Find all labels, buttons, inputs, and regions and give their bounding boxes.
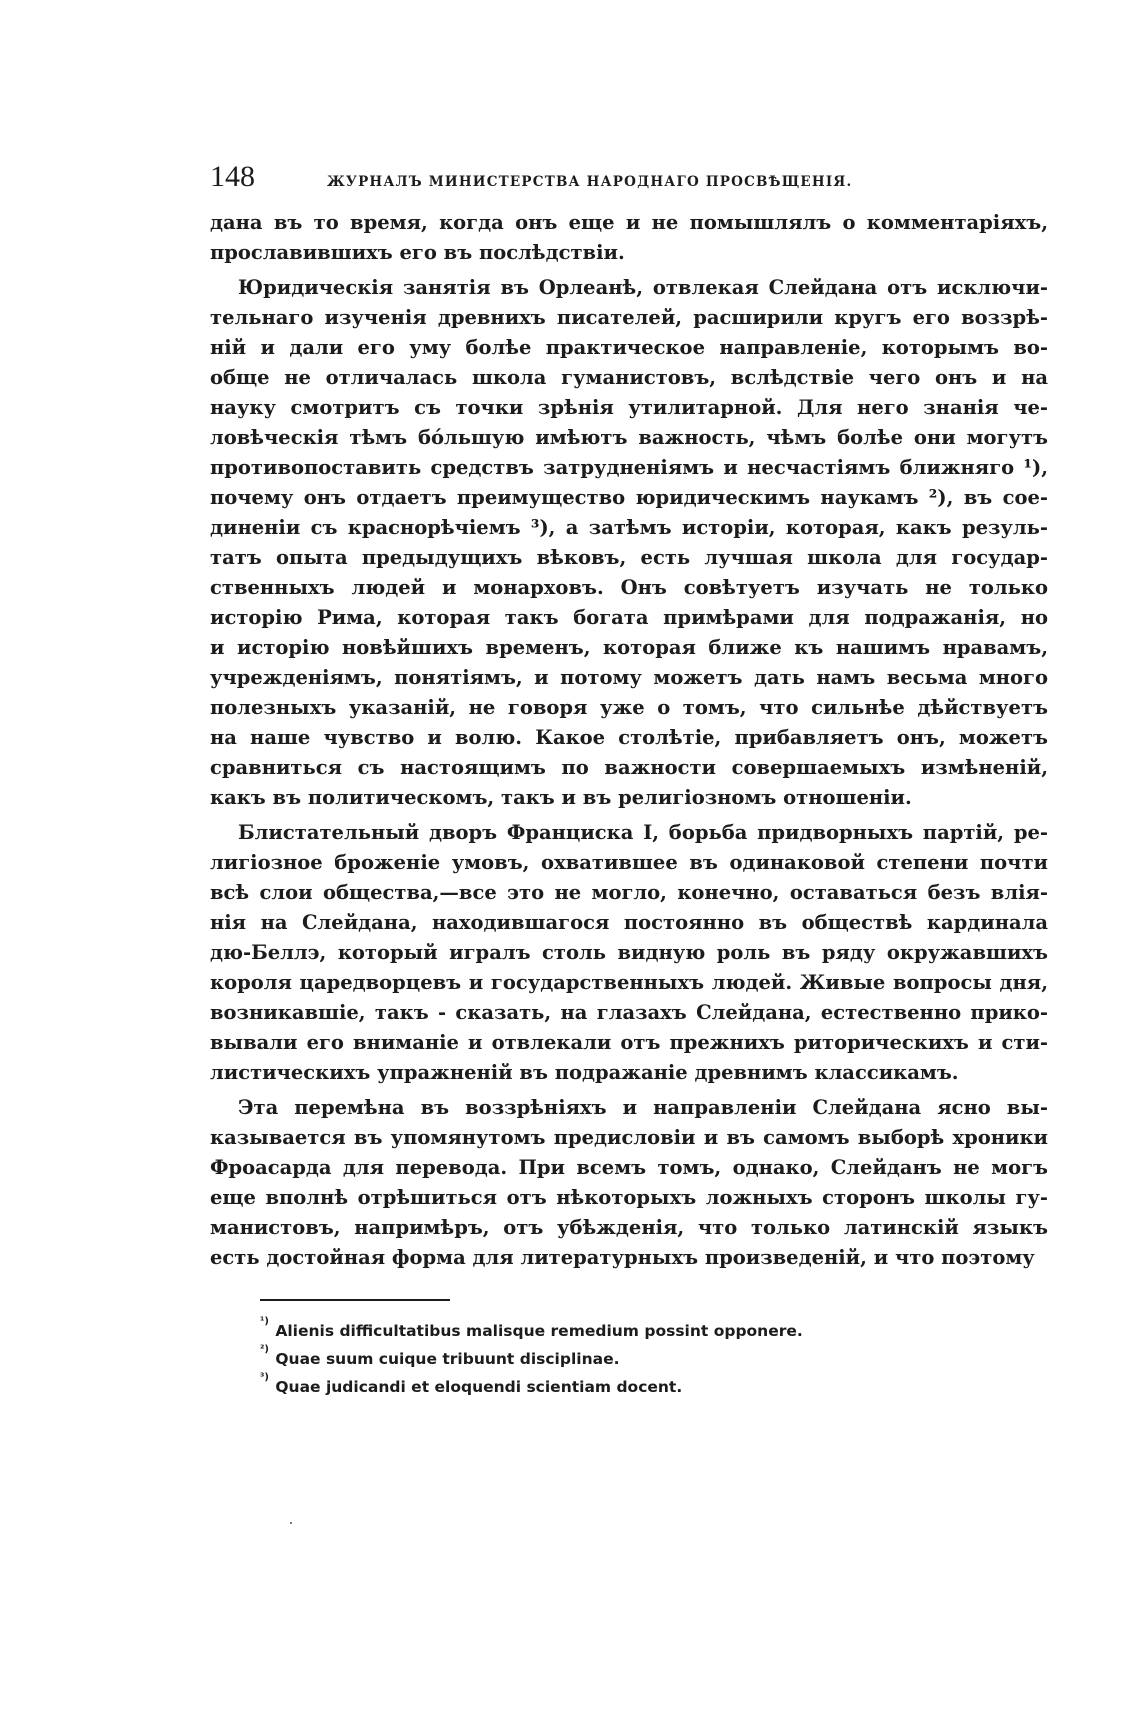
paragraph <box>210 818 1048 1088</box>
print-speck <box>290 1522 292 1524</box>
text-line: Фроасарда для перевода. При всемъ томъ, однако, Слейданъ не могъ <box>210 1156 1048 1179</box>
text-line: сравниться съ настоящимъ по важности совершаемыхъ измѣненій, <box>210 756 1048 779</box>
text-line: ловѣческія тѣмъ бóльшую имѣютъ важность, чѣмъ болѣе они могутъ <box>210 426 1048 449</box>
paragraph <box>210 273 1048 813</box>
running-head <box>210 160 1048 204</box>
footnote-text: Alienis difficultatibus malisque remedium possint opponere. <box>275 1322 803 1340</box>
text-line: еще вполнѣ отрѣшиться отъ нѣкоторыхъ ложныхъ сторонъ школы гу- <box>210 1186 1048 1209</box>
page-number: 148 <box>210 160 255 193</box>
paragraph <box>210 1093 1048 1273</box>
body-text <box>210 208 1048 1273</box>
footnote-text: Quae judicandi et eloquendi scientiam docent. <box>275 1378 683 1396</box>
running-title: ЖУРНАЛЪ МИНИСТЕРСТВА НАРОДНАГО ПРОСВѢЩЕНІЯ. <box>327 174 853 190</box>
footnotes <box>260 1317 1048 1401</box>
footnote-mark: ¹) <box>260 1316 269 1327</box>
text-line: учрежденіямъ, понятіямъ, и потому можетъ дать намъ весьма много <box>210 666 1048 689</box>
text-line: обще не отличалась школа гуманистовъ, вслѣдствіе чего онъ и на <box>210 366 1048 389</box>
text-line: короля царедворцевъ и государственныхъ людей. Живые вопросы дня, <box>210 971 1048 994</box>
text-line: дана въ то время, когда онъ еще и не помышлялъ о комментаріяхъ, <box>210 211 1048 234</box>
footnote-text: Quae suum cuique tribuunt disciplinae. <box>275 1350 620 1368</box>
footnote <box>260 1373 1048 1401</box>
footnote <box>260 1317 1048 1345</box>
text-line: противопоставить средствъ затрудненіямъ и несчастіямъ ближняго ¹), <box>210 456 1048 479</box>
text-line: и исторію новѣйшихъ временъ, которая ближе къ нашимъ нравамъ, <box>210 636 1048 659</box>
text-line: казывается въ упомянутомъ предисловіи и въ самомъ выборѣ хроники <box>210 1126 1048 1149</box>
text-line: тельнаго изученія древнихъ писателей, расширили кругъ его воззрѣ- <box>210 306 1048 329</box>
text-line: ственныхъ людей и монарховъ. Онъ совѣтуетъ изучать не только <box>210 576 1048 599</box>
text-line: полезныхъ указаній, не говоря уже о томъ, что сильнѣе дѣйствуетъ <box>210 696 1048 719</box>
text-line: есть достойная форма для литературныхъ произведеній, и что поэтому <box>210 1246 1035 1269</box>
text-line: прославившихъ его въ послѣдствіи. <box>210 241 625 264</box>
text-line: диненіи съ краснорѣчіемъ ³), а затѣмъ исторіи, которая, какъ резуль- <box>210 516 1048 539</box>
text-line: возникавшіе, такъ - сказать, на глазахъ Слейдана, естественно прико- <box>210 1001 1048 1024</box>
footnote-divider <box>260 1299 450 1301</box>
text-line: Блистательный дворъ Франциска I, борьба придворныхъ партій, ре- <box>238 821 1048 844</box>
text-line: почему онъ отдаетъ преимущество юридическимъ наукамъ ²), въ сое- <box>210 486 1048 509</box>
text-line: вывали его вниманіе и отвлекали отъ прежнихъ риторическихъ и сти- <box>210 1031 1048 1054</box>
paragraph <box>210 208 1048 268</box>
text-line: Эта перемѣна въ воззрѣніяхъ и направленіи Слейдана ясно вы- <box>238 1096 1048 1119</box>
text-line: нія на Слейдана, находившагося постоянно въ обществѣ кардинала <box>210 911 1048 934</box>
text-line: Юридическія занятія въ Орлеанѣ, отвлекая Слейдана отъ исключи- <box>238 276 1048 299</box>
book-page <box>210 160 1048 1401</box>
text-line: на наше чувство и волю. Какое столѣтіе, прибавляетъ онъ, можетъ <box>210 726 1048 749</box>
text-line: дю-Беллэ, который игралъ столь видную роль въ ряду окружавшихъ <box>210 941 1048 964</box>
text-line: лигіозное броженіе умовъ, охватившее въ одинаковой степени почти <box>210 851 1048 874</box>
text-line: ній и дали его уму болѣе практическое направленіе, которымъ во- <box>210 336 1048 359</box>
text-line: исторію Рима, которая такъ богата примѣрами для подражанія, но <box>210 606 1048 629</box>
text-line: науку смотритъ съ точки зрѣнія утилитарной. Для него знанія че- <box>210 396 1048 419</box>
text-line: татъ опыта предыдущихъ вѣковъ, есть лучшая школа для государ- <box>210 546 1048 569</box>
footnote-mark: ³) <box>260 1372 269 1383</box>
text-line: всѣ слои общества,—все это не могло, конечно, оставаться безъ влія- <box>210 881 1048 904</box>
text-line: листическихъ упражненій въ подражаніе древнимъ классикамъ. <box>210 1061 959 1084</box>
footnote-mark: ²) <box>260 1344 269 1355</box>
footnote <box>260 1345 1048 1373</box>
text-line: какъ въ политическомъ, такъ и въ религіозномъ отношеніи. <box>210 786 912 809</box>
text-line: манистовъ, напримѣръ, отъ убѣжденія, что только латинскій языкъ <box>210 1216 1048 1239</box>
